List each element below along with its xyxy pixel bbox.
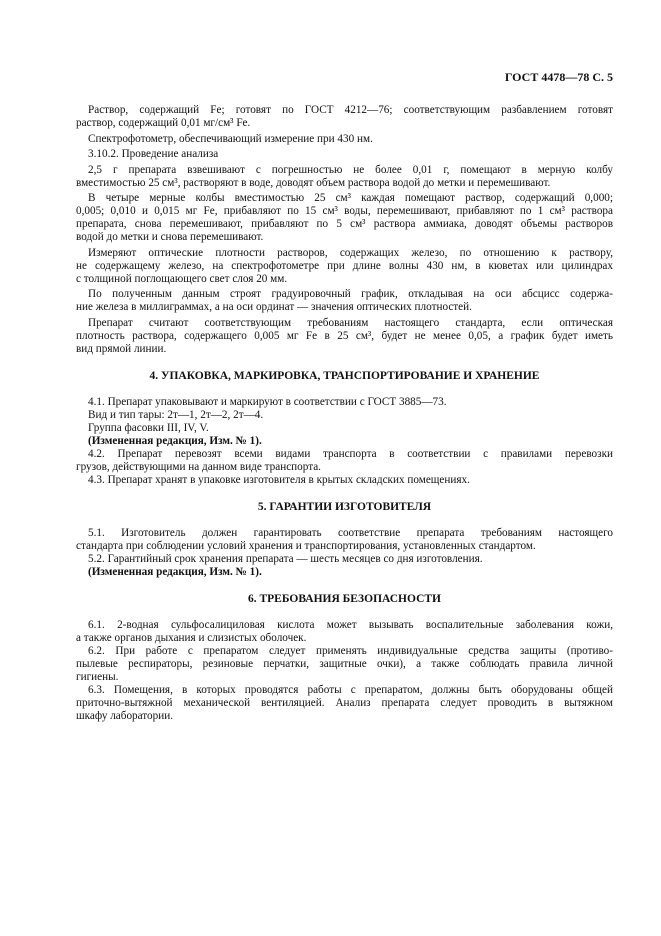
text-line: (Измененная редакция, Изм. № 1). — [88, 565, 262, 578]
paragraph — [76, 553, 613, 566]
text-line: с толщиной поглощающего свет слоя 20 мм. — [76, 272, 288, 285]
section-heading: 4. УПАКОВКА, МАРКИРОВКА, ТРАНСПОРТИРОВАНИЕ И ХРАНЕНИЕ — [149, 369, 540, 382]
text-line: стандарта при соблюдении условий хранения и транспортирования, установленных стандартом. — [76, 539, 536, 552]
text-line: 6.1. 2-водная сульфосалициловая кислота может вызывать воспалительные заболевания кожи, — [88, 618, 613, 631]
text-line: Раствор, содержащий Fe; готовят по ГОСТ 4212—76; соответствующим разбавлением готовят — [88, 104, 613, 116]
paragraph — [76, 422, 613, 435]
paragraph — [76, 684, 613, 723]
paragraph — [76, 645, 613, 684]
text-line: Группа фасовки III, IV, V. — [88, 421, 209, 434]
paragraph — [76, 164, 613, 190]
text-line: 0,005; 0,010 и 0,015 мг Fe, прибавляют по 15 см³ воды, перемешивают, прибавляют по 1 см³ раствора — [76, 205, 613, 217]
text-line: В четыре мерные колбы вместимостью 25 см³ каждая помещают раствор, содержащий 0,000; — [88, 192, 613, 204]
paragraph — [76, 192, 613, 244]
paragraph — [76, 619, 613, 645]
paragraph — [76, 448, 613, 474]
text-line: раствор, содержащий 0,01 мг/см³ Fe. — [76, 117, 251, 129]
text-line: 6.2. При работе с препаратом следует применять индивидуальные средства защиты (противо- — [88, 644, 613, 657]
text-line: Спектрофотометр, обеспечивающий измерение при 430 нм. — [88, 132, 373, 145]
text-line: шкафу лаборатории. — [76, 709, 174, 722]
paragraph — [76, 148, 613, 161]
text-line: вместимостью 25 см³, растворяют в воде, доводят объем раствора водой до метки и перемешивают. — [76, 176, 551, 189]
text-line: препарата, снова перемешивают, прибавляют по 5 см³ раствора аммиака, доводят объемы растворов — [76, 218, 613, 230]
paragraph — [76, 474, 613, 487]
text-line: (Измененная редакция, Изм. № 1). — [88, 434, 262, 447]
text-line: ние железа в миллиграммах, а на оси ординат — значения оптических плотностей. — [76, 301, 472, 313]
paragraph — [76, 527, 613, 553]
text-line: вид прямой линии. — [76, 342, 167, 355]
text-line: Вид и тип тары: 2т—1, 2т—2, 2т—4. — [88, 408, 264, 421]
text-line: не содержащему железо, на спектрофотометре при длине волны 430 нм, в кюветах или цилиндрах — [76, 259, 613, 272]
document-page — [76, 70, 613, 723]
text-line: 5.1. Изготовитель должен гарантировать соответствие препарата требованиям настоящего — [88, 526, 613, 539]
amendment-note — [76, 566, 613, 579]
section-heading: 5. ГАРАНТИИ ИЗГОТОВИТЕЛЯ — [257, 500, 432, 513]
text-line: 6.3. Помещения, в которых проводятся работы с препаратом, должны быть оборудованы общей — [88, 683, 613, 696]
text-line: 3.10.2. Проведение анализа — [88, 148, 219, 160]
text-line: Измеряют оптические плотности растворов, содержащих железо, по отношению к раствору, — [88, 246, 613, 259]
paragraph — [76, 317, 613, 356]
document-body — [76, 104, 613, 723]
text-line: приточно-вытяжной механической вентиляцией. Анализ препарата следует проводить в вытяжном — [76, 696, 613, 709]
text-line: а также органов дыхания и слизистых оболочек. — [76, 631, 307, 644]
text-line: Препарат считают соответствующим требованиям настоящего стандарта, если оптическая — [88, 316, 613, 329]
amendment-note — [76, 435, 613, 448]
text-line: По полученным данным строят градуировочный график, откладывая на оси абсцисс содержа- — [88, 288, 613, 300]
section-heading: 6. ТРЕБОВАНИЯ БЕЗОПАСНОСТИ — [247, 592, 442, 605]
paragraph — [76, 104, 613, 130]
paragraph — [76, 288, 613, 314]
text-line: 4.2. Препарат перевозят всеми видами транспорта в соответствии с правилами перевозки — [88, 447, 613, 460]
text-line: 5.2. Гарантийный срок хранения препарата — шесть месяцев со дня изготовления. — [88, 552, 483, 565]
text-line: 2,5 г препарата взвешивают с погрешностью не более 0,01 г, помещают в мерную колбу — [88, 163, 613, 176]
text-line: гигиены. — [76, 670, 119, 683]
text-line: 4.1. Препарат упаковывают и маркируют в соответствии с ГОСТ 3885—73. — [88, 395, 447, 408]
paragraph — [76, 247, 613, 286]
paragraph — [76, 133, 613, 146]
text-line: 4.3. Препарат хранят в упаковке изготовителя в крытых складских помещениях. — [88, 473, 470, 486]
text-line: пылевые респираторы, резиновые перчатки, защитные очки), а также соблюдать правила личной — [76, 657, 613, 670]
text-line: плотность раствора, содержащего 0,005 мг Fe в 25 см³, будет не менее 0,05, а график будет иметь — [76, 329, 613, 342]
text-line: грузов, действующими на данном виде транспорта. — [76, 460, 321, 473]
paragraph — [76, 396, 613, 409]
paragraph — [76, 409, 613, 422]
page-header: ГОСТ 4478—78 С. 5 — [504, 70, 613, 84]
text-line: водой до метки и снова перемешивают. — [76, 231, 264, 243]
